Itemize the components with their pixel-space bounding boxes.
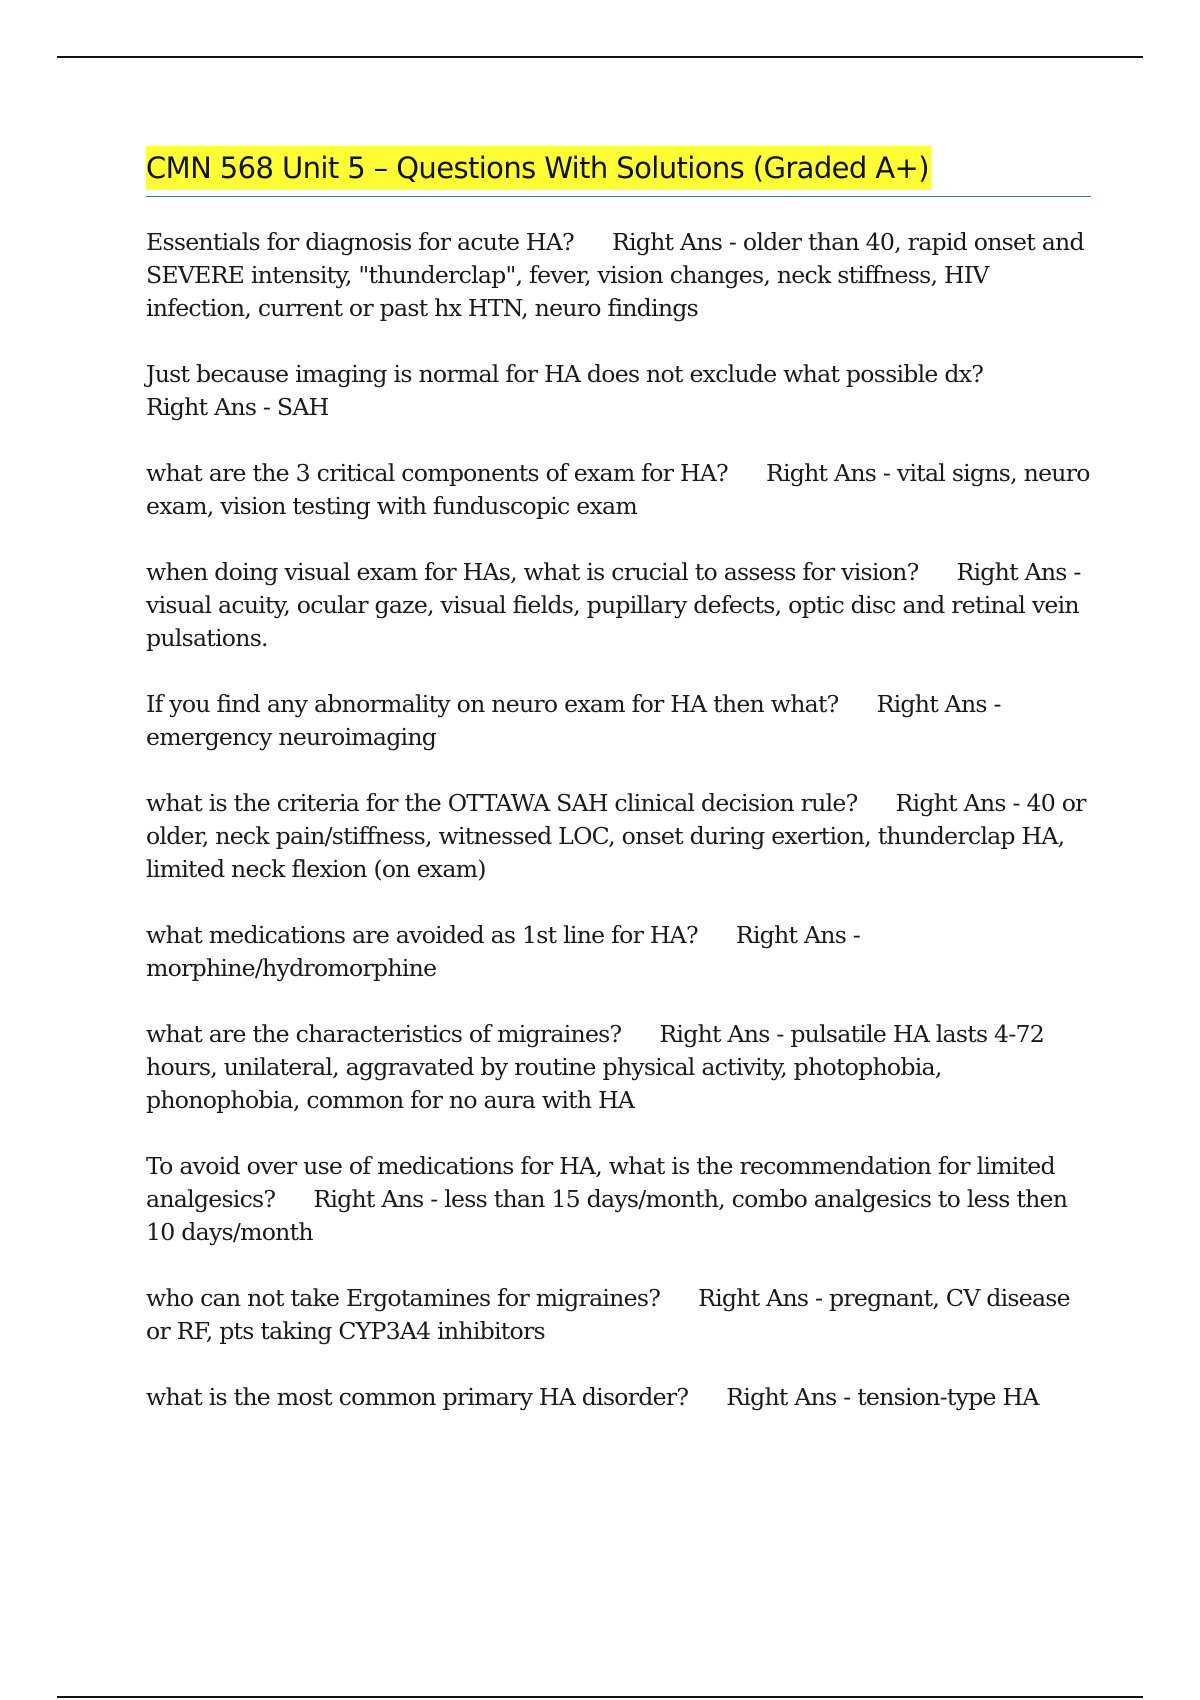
answer-prefix: Right Ans - <box>726 1383 851 1411</box>
question-text: when doing visual exam for HAs, what is crucial to assess for vision? <box>146 558 919 586</box>
question-text: what medications are avoided as 1st line for HA? <box>146 921 698 949</box>
answer-prefix: Right Ans - <box>735 921 861 949</box>
qa-item <box>146 358 1091 424</box>
answer-prefix: Right Ans - <box>956 558 1081 586</box>
answer-text: pulsatile HA lasts 4-72 hours, unilateral, aggravated by routine physical activity, photophobia, phonophobia, common for no aura with HA <box>146 1020 1045 1114</box>
answer-prefix: Right Ans - <box>698 1284 823 1312</box>
answer-text: vital signs, neuro exam, vision testing with funduscopic exam <box>146 459 1090 520</box>
question-text: who can not take Ergotamines for migraines? <box>146 1284 661 1312</box>
question-text: Essentials for diagnosis for acute HA? <box>146 228 574 256</box>
qa-list <box>146 226 1091 1414</box>
answer-prefix: Right Ans - <box>765 459 891 487</box>
answer-text: 40 or older, neck pain/stiffness, witnessed LOC, onset during exertion, thunderclap HA, limited neck flexion (on exam) <box>146 789 1086 883</box>
question-text: Just because imaging is normal for HA does not exclude what possible dx? <box>146 360 984 388</box>
qa-item <box>146 457 1091 523</box>
answer-text: SAH <box>276 393 329 421</box>
answer-prefix: Right Ans - <box>895 789 1020 817</box>
answer-prefix: Right Ans - <box>146 393 271 421</box>
question-text: what are the characteristics of migraines? <box>146 1020 622 1048</box>
answer-text: morphine/hydromorphine <box>146 954 437 982</box>
question-text: If you find any abnormality on neuro exam for HA then what? <box>146 690 839 718</box>
answer-text: visual acuity, ocular gaze, visual fields, pupillary defects, optic disc and retinal vein pulsations. <box>146 591 1079 652</box>
document-body <box>146 146 1091 1447</box>
qa-item <box>146 226 1091 325</box>
qa-item <box>146 919 1091 985</box>
document-title: CMN 568 Unit 5 – Questions With Solutions (Graded A+) <box>146 146 931 190</box>
answer-text: tension-type HA <box>857 1383 1039 1411</box>
qa-item <box>146 1018 1091 1117</box>
question-text: what is the criteria for the OTTAWA SAH clinical decision rule? <box>146 789 858 817</box>
answer-text: less than 15 days/month, combo analgesics to less then 10 days/month <box>146 1185 1068 1246</box>
qa-item <box>146 787 1091 886</box>
title-block <box>146 146 1091 197</box>
answer-prefix: Right Ans - <box>659 1020 784 1048</box>
qa-item <box>146 556 1091 655</box>
qa-item <box>146 1150 1091 1249</box>
footer-rule <box>57 1696 1143 1698</box>
question-text: To avoid over use of medications for HA, what is the recommendation for limited analgesics? <box>146 1152 1055 1213</box>
header-rule <box>57 56 1143 58</box>
question-text: what are the 3 critical components of exam for HA? <box>146 459 728 487</box>
answer-prefix: Right Ans - <box>876 690 1001 718</box>
answer-text: pregnant, CV disease or RF, pts taking CYP3A4 inhibitors <box>146 1284 1070 1345</box>
answer-text: emergency neuroimaging <box>146 723 437 751</box>
question-text: what is the most common primary HA disorder? <box>146 1383 689 1411</box>
qa-item <box>146 1381 1091 1414</box>
qa-item <box>146 1282 1091 1348</box>
answer-prefix: Right Ans - <box>611 228 737 256</box>
answer-prefix: Right Ans - <box>313 1185 438 1213</box>
qa-item <box>146 688 1091 754</box>
answer-text: older than 40, rapid onset and SEVERE intensity, "thunderclap", fever, vision changes, neck stiffness, HIV infection, current or past hx HTN, neuro findings <box>146 228 1084 322</box>
